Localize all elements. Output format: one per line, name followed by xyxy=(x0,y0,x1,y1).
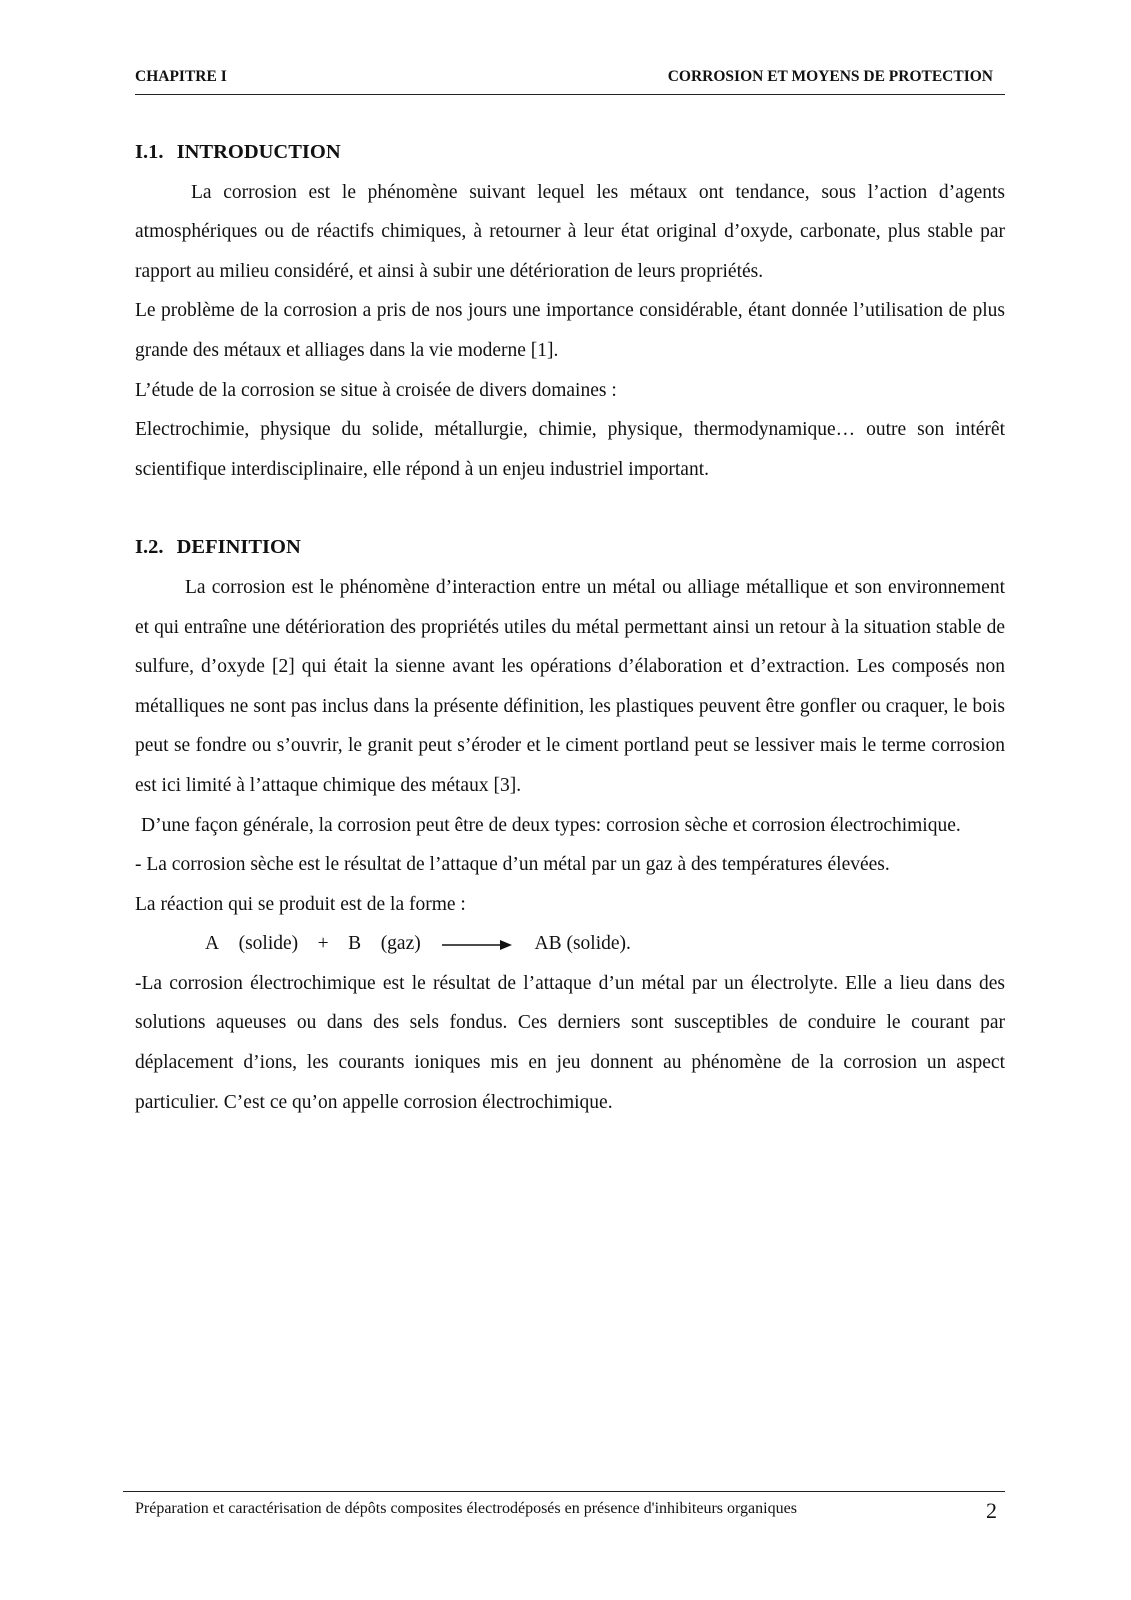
reactant-a-state: (solide) xyxy=(238,933,299,955)
page-number: 2 xyxy=(986,1498,997,1523)
chapter-title: CORROSION ET MOYENS DE PROTECTION xyxy=(667,68,993,85)
paragraph: Electrochimie, physique du solide, métallurgie, chimie, physique, thermodynamique… outre son intérêt scientifique interdisciplinaire, elle répond à un enjeu industriel important. xyxy=(135,419,1005,480)
paragraph: La corrosion est le phénomène suivant lequel les métaux ont tendance, sous l’action d’agents atmosphériques ou de réactifs chimiques, à retourner à leur état original d’oxyde, carbonate, plus stable par rapport au milieu considéré, et ainsi à subir une détérioration de leurs propriétés. xyxy=(135,181,1005,282)
paragraph: La corrosion est le phénomène d’interaction entre un métal ou alliage métallique et son environnement et qui entraîne une détérioration des propriétés utiles du métal permettant ainsi un retour à la situation stable de sulfure, d’oxyde [2] qui était la sienne avant les opérations d’élaboration et d’extraction. Les composés non métalliques ne sont pas inclus dans la présente définition, les plastiques peuvent être gonfler ou craquer, le bois peut se fondre ou s’ouvrir, le granit peut s’éroder et le ciment portland peut se lessiver mais le terme corrosion est ici limité à l’attaque chimique des métaux [3]. xyxy=(135,576,1005,796)
paragraph: - La corrosion sèche est le résultat de l’attaque d’un métal par un gaz à des températures élevées. xyxy=(135,854,890,876)
paragraph: Le problème de la corrosion a pris de nos jours une importance considérable, étant donnée l’utilisation de plus grande des métaux et alliages dans la vie moderne [1]. xyxy=(135,300,1005,361)
spacer xyxy=(135,489,1005,528)
section-number: I.1. xyxy=(135,141,164,163)
page-header xyxy=(135,68,1005,95)
chemical-reaction xyxy=(135,924,1005,964)
product: AB (solide). xyxy=(534,933,631,955)
paragraph: La réaction qui se produit est de la forme : xyxy=(135,893,466,915)
section-heading-definition xyxy=(135,528,1005,568)
paragraph: D’une façon générale, la corrosion peut être de deux types: corrosion sèche et corrosion électrochimique. xyxy=(141,814,961,836)
plus-sign: + xyxy=(317,933,329,955)
reactant-b: B xyxy=(348,933,362,955)
paragraph: -La corrosion électrochimique est le résultat de l’attaque d’un métal par un électrolyte. Elle a lieu dans des solutions aqueuses ou dans des sels fondus. Ces derniers sont susceptibles de conduire le courant par déplacement d’ions, les courants ioniques mis en jeu donnent au phénomène de la corrosion un aspect particulier. C’est ce qu’on appelle corrosion électrochimique. xyxy=(135,972,1005,1113)
paragraph: L’étude de la corrosion se situe à croisée de divers domaines : xyxy=(135,379,617,401)
footer-title: Préparation et caractérisation de dépôts composites électrodéposés en présence d'inhibiteurs organiques xyxy=(135,1500,797,1517)
reactant-b-state: (gaz) xyxy=(380,933,421,955)
section-title: INTRODUCTION xyxy=(176,141,341,163)
section-number: I.2. xyxy=(135,536,164,559)
page-content xyxy=(135,133,1005,1122)
chapter-label: CHAPITRE I xyxy=(135,68,227,85)
section-title: DEFINITION xyxy=(176,536,301,559)
reactant-a: A xyxy=(205,933,220,955)
reaction-arrow-icon xyxy=(442,939,512,951)
page-footer xyxy=(123,1491,1005,1523)
section-heading-introduction xyxy=(135,133,1005,173)
